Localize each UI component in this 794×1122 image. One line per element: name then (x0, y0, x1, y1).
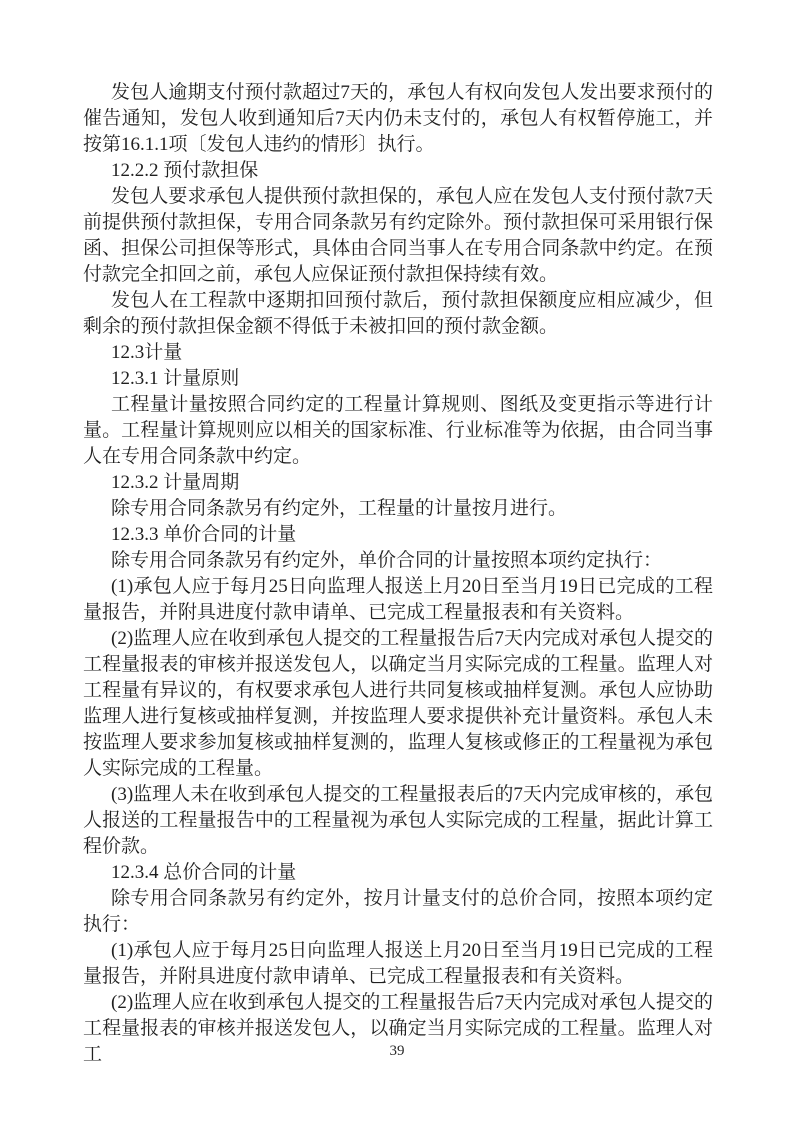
section-heading: 12.3.4 总价合同的计量 (111, 862, 297, 883)
paragraph: 除专用合同条款另有约定外，按月计量支付的总价合同，按照本项约定执行： (83, 888, 713, 935)
section-heading: 12.3.1 计量原则 (111, 368, 240, 389)
section-heading: 12.2.2 预付款担保 (111, 160, 259, 181)
section-heading: 12.3.3 单价合同的计量 (111, 524, 297, 545)
paragraph: (1)承包人应于每月25日向监理人报送上月20日至当月19日已完成的工程量报告，并附具进度付款申请单、已完成工程量报表和有关资料。 (83, 940, 713, 987)
paragraph: 除专用合同条款另有约定外，单价合同的计量按照本项约定执行： (111, 550, 663, 571)
paragraph: (3)监理人未在收到承包人提交的工程量报表后的7天内完成审核的，承包人报送的工程量报告中的工程量视为承包人实际完成的工程量，据此计算工程价款。 (83, 784, 713, 857)
paragraph: 除专用合同条款另有约定外，工程量的计量按月进行。 (111, 498, 568, 519)
paragraph: (2)监理人应在收到承包人提交的工程量报告后7天内完成对承包人提交的工程量报表的审核并报送发包人，以确定当月实际完成的工程量。监理人对工程量有异议的，有权要求承包人进行共同复核或抽样复测。承包人应协助监理人进行复核或抽样复测，并按监理人要求提供补充计量资料。承包人未按监理人要求参加复核或抽样复测的，监理人复核或修正的工程量视为承包人实际完成的工程量。 (83, 628, 713, 779)
document-body (83, 80, 713, 1068)
paragraph: 工程量计量按照合同约定的工程量计算规则、图纸及变更指示等进行计量。工程量计算规则应以相关的国家标准、行业标准等为依据，由合同当事人在专用合同条款中约定。 (83, 394, 713, 467)
paragraph: (2)监理人应在收到承包人提交的工程量报告后7天内完成对承包人提交的工程量报表的审核并报送发包人，以确定当月实际完成的工程量。监理人对工 (83, 992, 713, 1065)
page-number: 39 (389, 1043, 405, 1059)
paragraph: 发包人要求承包人提供预付款担保的，承包人应在发包人支付预付款7天前提供预付款担保，专用合同条款另有约定除外。预付款担保可采用银行保函、担保公司担保等形式，具体由合同当事人在专用合同条款中约定。在预付款完全扣回之前，承包人应保证预付款担保持续有效。 (83, 186, 713, 285)
section-heading: 12.3计量 (111, 342, 183, 363)
paragraph: 发包人逾期支付预付款超过7天的，承包人有权向发包人发出要求预付的催告通知，发包人收到通知后7天内仍未支付的，承包人有权暂停施工，并按第16.1.1项〔发包人违约的情形〕执行。 (83, 82, 713, 155)
section-heading: 12.3.2 计量周期 (111, 472, 240, 493)
paragraph: (1)承包人应于每月25日向监理人报送上月20日至当月19日已完成的工程量报告，并附具进度付款申请单、已完成工程量报表和有关资料。 (83, 576, 713, 623)
paragraph: 发包人在工程款中逐期扣回预付款后，预付款担保额度应相应减少，但剩余的预付款担保金额不得低于未被扣回的预付款金额。 (83, 290, 713, 337)
